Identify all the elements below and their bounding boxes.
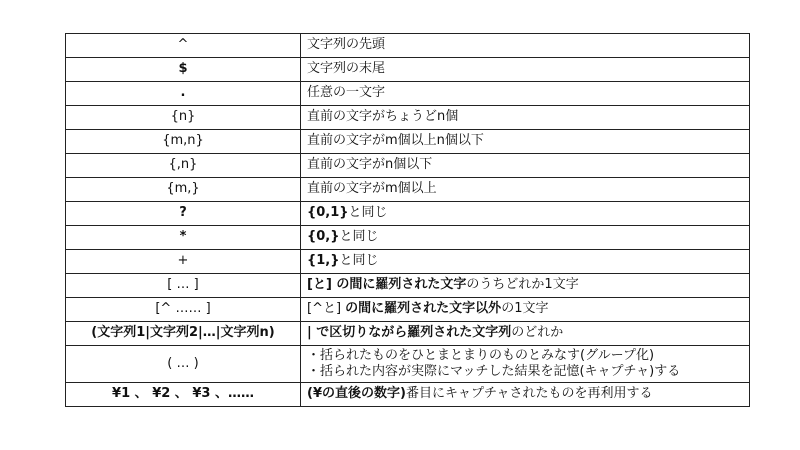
pattern-cell: {m,n} (66, 130, 301, 154)
pattern-cell: . (66, 82, 301, 106)
regex-reference-table (65, 33, 750, 407)
pattern-cell: + (66, 250, 301, 274)
description-text: と同じ (348, 205, 388, 221)
table-row (66, 274, 750, 298)
description-text: 直前の文字がちょうどn個 (307, 109, 459, 125)
pattern-cell: [ … ] (66, 274, 301, 298)
table-row (66, 34, 750, 58)
pattern-cell: * (66, 226, 301, 250)
table-row (66, 250, 750, 274)
description-cell (301, 178, 750, 202)
pattern-cell: ^ (66, 34, 301, 58)
description-cell (301, 34, 750, 58)
pattern-cell: ? (66, 202, 301, 226)
description-text: 任意の一文字 (307, 85, 386, 101)
description-line: ・括られたものをひとまとまりのものとみなす(グループ化) (307, 347, 655, 363)
description-cell (301, 58, 750, 82)
table-body (66, 34, 750, 407)
pattern-cell: {m,} (66, 178, 301, 202)
description-text: {1,} (307, 253, 340, 269)
description-text: 文字列の末尾 (307, 61, 386, 77)
table-row (66, 298, 750, 322)
description-text: 番目にキャプチャされたものを再利用する (405, 386, 653, 402)
table-row (66, 346, 750, 383)
table-row (66, 82, 750, 106)
description-cell (301, 202, 750, 226)
table-row (66, 154, 750, 178)
pattern-cell: {,n} (66, 154, 301, 178)
description-cell (301, 82, 750, 106)
table-row (66, 202, 750, 226)
description-text: と同じ (339, 253, 379, 269)
description-cell (301, 383, 750, 407)
pattern-cell: ¥1 、 ¥2 、 ¥3 、…… (66, 383, 301, 407)
description-text: 直前の文字がm個以上 (307, 181, 437, 197)
description-cell (301, 130, 750, 154)
description-cell (301, 298, 750, 322)
description-text: | で区切りながら羅列された文字列 (307, 325, 512, 341)
table-row (66, 106, 750, 130)
description-text: 直前の文字がm個以上n個以下 (307, 133, 484, 149)
description-text: 文字列の先頭 (307, 37, 386, 53)
description-text: の1文字 (501, 301, 549, 317)
table-row (66, 226, 750, 250)
description-text: のどれか (511, 325, 564, 341)
pattern-cell: {n} (66, 106, 301, 130)
description-text: {0,} (307, 229, 340, 245)
table-row (66, 130, 750, 154)
description-text: (¥の直後の数字) (307, 386, 406, 402)
description-text: [と] の間に羅列された文字 (307, 277, 467, 293)
description-cell (301, 322, 750, 346)
description-text: {0,1} (307, 205, 349, 221)
pattern-cell: [^ …… ] (66, 298, 301, 322)
description-cell (301, 106, 750, 130)
table-row (66, 58, 750, 82)
pattern-cell: $ (66, 58, 301, 82)
pattern-cell: (文字列1|文字列2|…|文字列n) (66, 322, 301, 346)
description-cell (301, 274, 750, 298)
description-line: ・括られた内容が実際にマッチした結果を記憶(キャプチャ)する (307, 364, 681, 379)
description-text: [^と] (307, 301, 346, 317)
description-cell (301, 346, 750, 383)
table-row (66, 322, 750, 346)
description-cell (301, 154, 750, 178)
description-text: 直前の文字がn個以下 (307, 157, 433, 173)
description-cell (301, 226, 750, 250)
description-text: のうちどれか1文字 (466, 277, 579, 293)
description-text: と同じ (339, 229, 379, 245)
table-row (66, 178, 750, 202)
pattern-cell: ( … ) (66, 346, 301, 383)
table-row (66, 383, 750, 407)
description-text: の間に羅列された文字以外 (345, 301, 502, 317)
description-cell (301, 250, 750, 274)
